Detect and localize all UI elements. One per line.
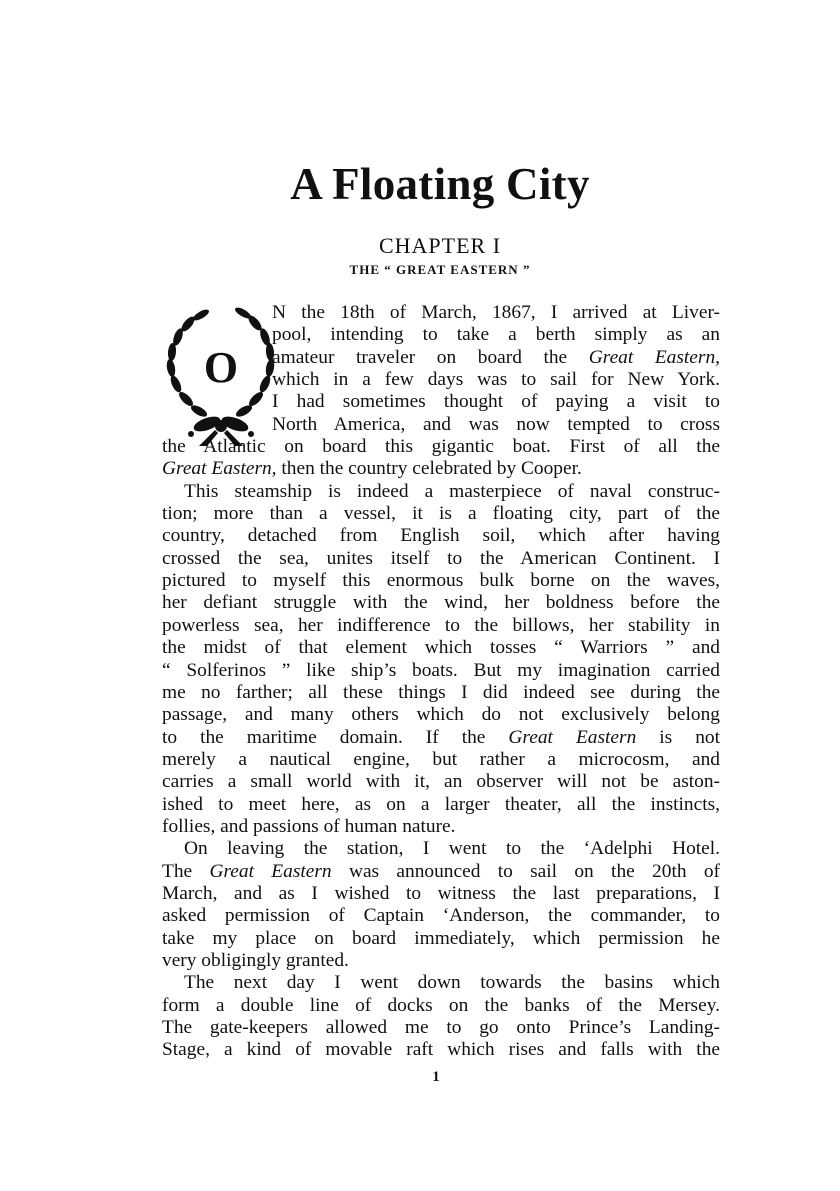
- text-line: March, and as I wished to witness the last preparations, I: [162, 882, 720, 904]
- text-line: crossed the sea, unites itself to the American Continent. I: [162, 547, 720, 569]
- text-segment: was announced to sail on the 20th of: [331, 860, 720, 882]
- text-line: passage, and many others which do not exclusively belong: [162, 704, 720, 726]
- page-number: 1: [432, 1069, 440, 1085]
- italic-ship-name: Great Eastern,: [588, 346, 720, 368]
- text-line: [162, 727, 720, 749]
- italic-ship-name: Great Eastern: [508, 726, 637, 748]
- text-line: the midst of that element which tosses “ Warriors ” and: [162, 637, 720, 659]
- text-segment: The: [162, 860, 210, 882]
- text-line: “ Solferinos ” like ship’s boats. But my imagination carried: [162, 659, 720, 681]
- text-line: country, detached from English soil, which after having: [162, 525, 720, 547]
- text-line: me no farther; all these things I did indeed see during the: [162, 681, 720, 703]
- text-line: take my place on board immediately, which permission he: [162, 927, 720, 949]
- chapter-number: CHAPTER I: [378, 233, 502, 258]
- chapter-title: THE “ GREAT EASTERN ”: [349, 262, 531, 277]
- text-line: asked permission of Captain ʻAnderson, the commander, to: [162, 905, 720, 927]
- text-line: her defiant struggle with the wind, her boldness before the: [162, 592, 720, 614]
- text-line: merely a nautical engine, but rather a microcosm, and: [162, 748, 720, 770]
- text-line: pool, intending to take a berth simply as an: [272, 324, 720, 346]
- text-line: follies, and passions of human nature.: [162, 815, 456, 837]
- text-line: very obligingly granted.: [162, 949, 349, 971]
- text-line: N the 18th of March, 1867, I arrived at Liver-: [272, 302, 720, 323]
- text-line: pictured to myself this enormous bulk borne on the waves,: [162, 570, 720, 592]
- text-line: the Atlantic on board this gigantic boat. First of all the: [162, 436, 720, 458]
- italic-ship-name: Great Eastern: [209, 860, 332, 882]
- text-line: On leaving the station, I went to the ʻAdelphi Hotel.: [184, 838, 720, 860]
- text-segment: then the country celebrated by Cooper.: [276, 458, 582, 480]
- text-line: carries a small world with it, an observer will not be aston-: [162, 771, 720, 793]
- text-line: [162, 861, 720, 883]
- text-segment: amateur traveler on board the: [272, 346, 589, 368]
- text-line: powerless sea, her indifference to the billows, her stability in: [162, 614, 720, 636]
- text-line: tion; more than a vessel, it is a floating city, part of the: [162, 503, 720, 525]
- text-line: This steamship is indeed a masterpiece of naval construc-: [184, 480, 720, 502]
- text-line: North America, and was now tempted to cross: [272, 413, 720, 435]
- drop-cap-letter: O: [203, 343, 239, 392]
- text-line: The next day I went down towards the basins which: [184, 972, 720, 994]
- book-title: A Floating City: [290, 159, 590, 209]
- text-segment: is not: [636, 726, 720, 748]
- chapter-body: [162, 302, 720, 1062]
- italic-ship-name: Great Eastern,: [162, 458, 277, 480]
- text-line: ished to meet here, as on a larger theater, all the instincts,: [162, 793, 720, 815]
- text-segment: to the maritime domain. If the: [162, 726, 509, 748]
- text-line: Stage, a kind of movable raft which rises and falls with the: [162, 1039, 720, 1061]
- text-line: The gate-keepers allowed me to go onto Prince’s Landing-: [162, 1017, 720, 1038]
- text-line: which in a few days was to sail for New York.: [272, 369, 720, 391]
- text-line: form a double line of docks on the banks of the Mersey.: [162, 994, 720, 1016]
- text-line: [162, 458, 720, 480]
- text-line: I had sometimes thought of paying a visit to: [272, 391, 720, 413]
- text-line: [272, 347, 720, 369]
